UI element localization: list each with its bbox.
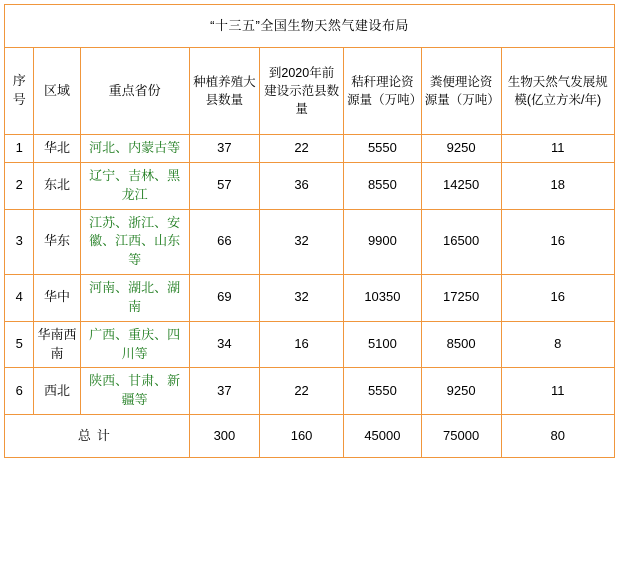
column-header-region: 区域 xyxy=(34,48,80,135)
table-row xyxy=(5,135,615,163)
total-label: 总计 xyxy=(5,415,190,458)
row-provinces: 辽宁、吉林、黑龙江 xyxy=(80,162,189,209)
column-header-counties: 种植养殖大县数量 xyxy=(189,48,259,135)
row-scale: 18 xyxy=(501,162,614,209)
row-demo-counties: 36 xyxy=(260,162,344,209)
row-straw: 5100 xyxy=(344,321,422,368)
total-straw: 45000 xyxy=(344,415,422,458)
row-index: 1 xyxy=(5,135,34,163)
row-manure: 14250 xyxy=(421,162,501,209)
table-title-row xyxy=(5,5,615,48)
row-straw: 8550 xyxy=(344,162,422,209)
row-region: 华中 xyxy=(34,275,80,322)
row-counties: 37 xyxy=(189,135,259,163)
row-demo-counties: 22 xyxy=(260,135,344,163)
row-counties: 66 xyxy=(189,209,259,275)
row-region: 华东 xyxy=(34,209,80,275)
column-header-manure: 粪便理论资源量（万吨） xyxy=(421,48,501,135)
row-region: 东北 xyxy=(34,162,80,209)
row-index: 6 xyxy=(5,368,34,415)
table-row xyxy=(5,162,615,209)
row-demo-counties: 32 xyxy=(260,275,344,322)
row-index: 2 xyxy=(5,162,34,209)
row-manure: 17250 xyxy=(421,275,501,322)
row-scale: 16 xyxy=(501,209,614,275)
row-region: 华南西南 xyxy=(34,321,80,368)
row-provinces: 河南、湖北、湖南 xyxy=(80,275,189,322)
column-header-provinces: 重点省份 xyxy=(80,48,189,135)
column-header-demo-counties: 到2020年前建设示范县数量 xyxy=(260,48,344,135)
row-counties: 57 xyxy=(189,162,259,209)
row-counties: 34 xyxy=(189,321,259,368)
page-title: “十三五”全国生物天然气建设布局 xyxy=(5,5,615,48)
column-header-straw: 秸秆理论资源量（万吨） xyxy=(344,48,422,135)
row-region: 西北 xyxy=(34,368,80,415)
column-header-index: 序号 xyxy=(5,48,34,135)
row-counties: 69 xyxy=(189,275,259,322)
table-header-row xyxy=(5,48,615,135)
row-provinces: 江苏、浙江、安徽、江西、山东等 xyxy=(80,209,189,275)
table-row xyxy=(5,275,615,322)
row-demo-counties: 32 xyxy=(260,209,344,275)
column-header-scale: 生物天然气发展规模(亿立方米/年) xyxy=(501,48,614,135)
table-total-row xyxy=(5,415,615,458)
row-scale: 11 xyxy=(501,368,614,415)
row-manure: 16500 xyxy=(421,209,501,275)
row-straw: 10350 xyxy=(344,275,422,322)
row-demo-counties: 16 xyxy=(260,321,344,368)
document-page xyxy=(0,4,619,570)
biogas-layout-table xyxy=(4,4,615,458)
row-straw: 9900 xyxy=(344,209,422,275)
row-manure: 9250 xyxy=(421,368,501,415)
table-row xyxy=(5,321,615,368)
row-counties: 37 xyxy=(189,368,259,415)
row-scale: 11 xyxy=(501,135,614,163)
total-scale: 80 xyxy=(501,415,614,458)
row-manure: 8500 xyxy=(421,321,501,368)
row-provinces: 广西、重庆、四川等 xyxy=(80,321,189,368)
row-provinces: 河北、内蒙古等 xyxy=(80,135,189,163)
row-index: 5 xyxy=(5,321,34,368)
row-scale: 16 xyxy=(501,275,614,322)
row-scale: 8 xyxy=(501,321,614,368)
row-demo-counties: 22 xyxy=(260,368,344,415)
row-provinces: 陕西、甘肃、新疆等 xyxy=(80,368,189,415)
total-demo-counties: 160 xyxy=(260,415,344,458)
row-straw: 5550 xyxy=(344,135,422,163)
row-index: 3 xyxy=(5,209,34,275)
row-region: 华北 xyxy=(34,135,80,163)
row-manure: 9250 xyxy=(421,135,501,163)
total-counties: 300 xyxy=(189,415,259,458)
row-straw: 5550 xyxy=(344,368,422,415)
table-row xyxy=(5,368,615,415)
table-row xyxy=(5,209,615,275)
row-index: 4 xyxy=(5,275,34,322)
total-manure: 75000 xyxy=(421,415,501,458)
